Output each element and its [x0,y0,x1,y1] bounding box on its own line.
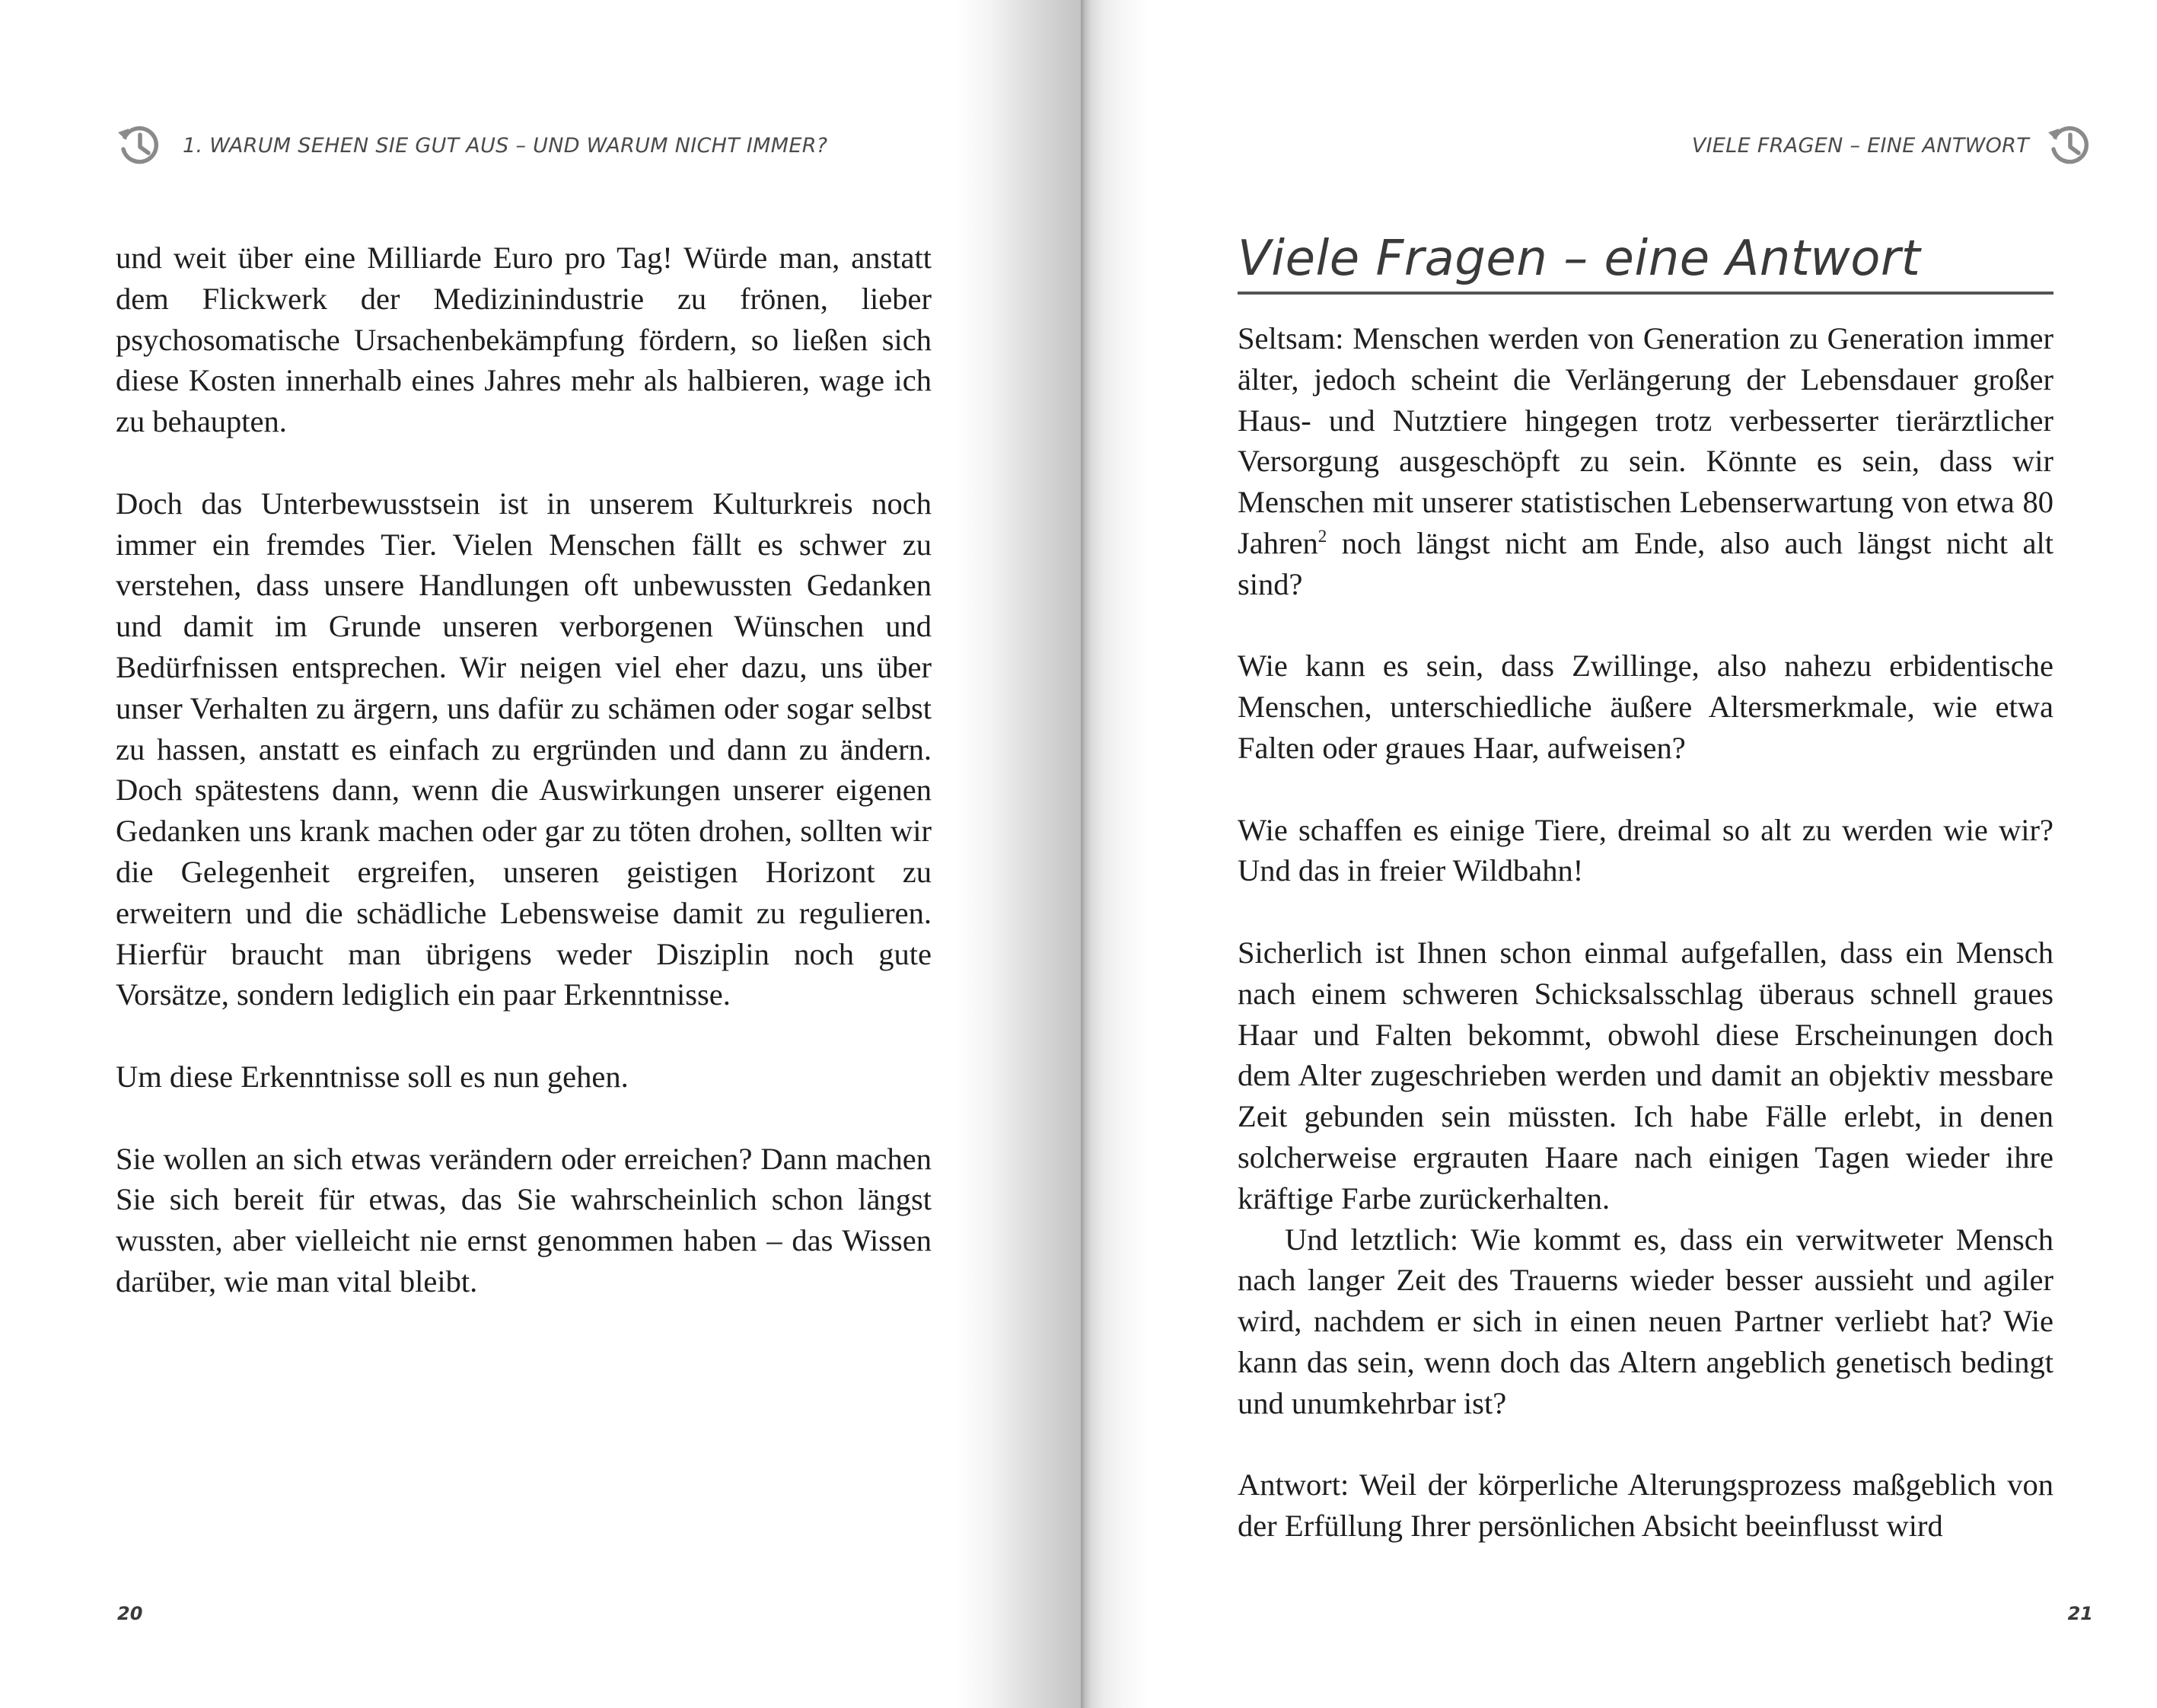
left-running-head [116,128,827,163]
right-paragraph-6: Antwort: Weil der körperliche Alterungsprozess maßgeblich von der Erfüllung Ihrer persönlichen Absicht beeinflusst wird [1238,1467,2053,1544]
left-paragraph-2: Doch das Unterbewusstsein ist in unserem Kulturkreis noch immer ein fremdes Tier. Vielen Menschen fällt es schwer zu verstehen, dass unsere Handlungen oft unbewussten Gedanken und damit im Grunde unseren verborgenen Wünschen und Bedürfnissen entsprechen. Wir neigen viel eher dazu, uns über unser Verhalten zu ärgern, uns dafür zu schämen oder sogar selbst zu hassen, anstatt es einfach zu ergründen und dann zu ändern. Doch spätestens dann, wenn die Auswirkungen unserer eigenen Gedanken uns krank machen oder gar zu töten drohen, sollten wir die Gelegenheit ergreifen, unseren geistigen Horizont zu erweitern und die schädliche Lebensweise damit zu regulieren. Hierfür braucht man übrigens weder Disziplin noch gute Vorsätze, sondern lediglich ein paar Erkenntnisse. [116,486,932,1012]
right-paragraph-5: Und letztlich: Wie kommt es, dass ein verwitweter Mensch nach langer Zeit des Trauerns wieder besser aussieht und agiler wird, nachdem er sich in einen neuen Partner verliebt hat? Wie kann das sein, wenn doch das Altern angeblich genetisch bedingt und unumkehrbar ist? [1238,1222,2053,1420]
clock-history-icon [116,122,163,169]
left-running-head-text: 1. WARUM SEHEN SIE GUT AUS – UND WARUM NICHT IMMER? [183,133,828,158]
chapter-title-rule [1238,292,2053,295]
left-paragraph-3: Um diese Erkenntnisse soll es nun gehen. [116,1059,629,1094]
right-paragraph-3: Wie schaffen es einige Tiere, dreimal so alt zu werden wie wir? Und das in freier Wildbahn! [1238,812,2053,888]
clock-history-icon [2046,122,2093,169]
right-body-text [1238,318,2053,1547]
right-running-head [1692,128,2093,163]
right-paragraph-4: Sicherlich ist Ihnen schon einmal aufgefallen, dass ein Mensch nach einem schweren Schicksalsschlag überaus schnell graues Haar und Falten bekommt, obwohl diese Erscheinungen doch dem Alter zugeschrieben werden und damit an objektiv messbare Zeit gebunden sein müssten. Ich habe Fälle erlebt, in denen solcherweise ergrauten Haare nach einigen Tagen wieder ihre kräftige Farbe zurückerhalten. [1238,935,2053,1216]
right-paragraph-1-text: Seltsam: Menschen werden von Generation zu Generation immer älter, jedoch scheint die Verlängerung der Lebensdauer großer Haus- und Nutztiere hingegen trotz verbesserter tierärztlicher Versorgung ausgeschöpft zu sein. Könnte es sein, dass wir Menschen mit unserer statistischen Lebenserwartung von etwa 80 Jahren [1238,321,2053,560]
left-page-number: 20 [117,1603,143,1624]
left-paragraph-4: Sie wollen an sich etwas verändern oder erreichen? Dann machen Sie sich bereit für etwas, das Sie wahrscheinlich schon längst wussten, aber vielleicht nie ernst genommen haben – das Wissen darüber, wie man vital bleibt. [116,1141,932,1299]
left-body-text [116,237,932,1302]
right-paragraph-1-text-continued: noch längst nicht am Ende, also auch längst nicht alt sind? [1238,525,2053,601]
chapter-title: Viele Fragen – eine Antwort [1238,231,1921,287]
right-page [1081,0,2157,1708]
right-paragraph-1 [1238,318,2053,605]
right-page-number: 21 [2067,1603,2093,1624]
right-running-head-text: VIELE FRAGEN – EINE ANTWORT [1691,133,2029,158]
footnote-reference[interactable]: 2 [1317,526,1327,546]
left-paragraph-1: und weit über eine Milliarde Euro pro Tag! Würde man, anstatt dem Flickwerk der Medizinindustrie zu frönen, lieber psychosomatische Ursachenbekämpfung fördern, so ließen sich diese Kosten innerhalb eines Jahres mehr als halbieren, wage ich zu behaupten. [116,241,932,439]
right-paragraph-2: Wie kann es sein, dass Zwillinge, also nahezu erbidentische Menschen, unterschiedliche äußere Altersmerkmale, wie etwa Falten oder graues Haar, aufweisen? [1238,648,2053,765]
